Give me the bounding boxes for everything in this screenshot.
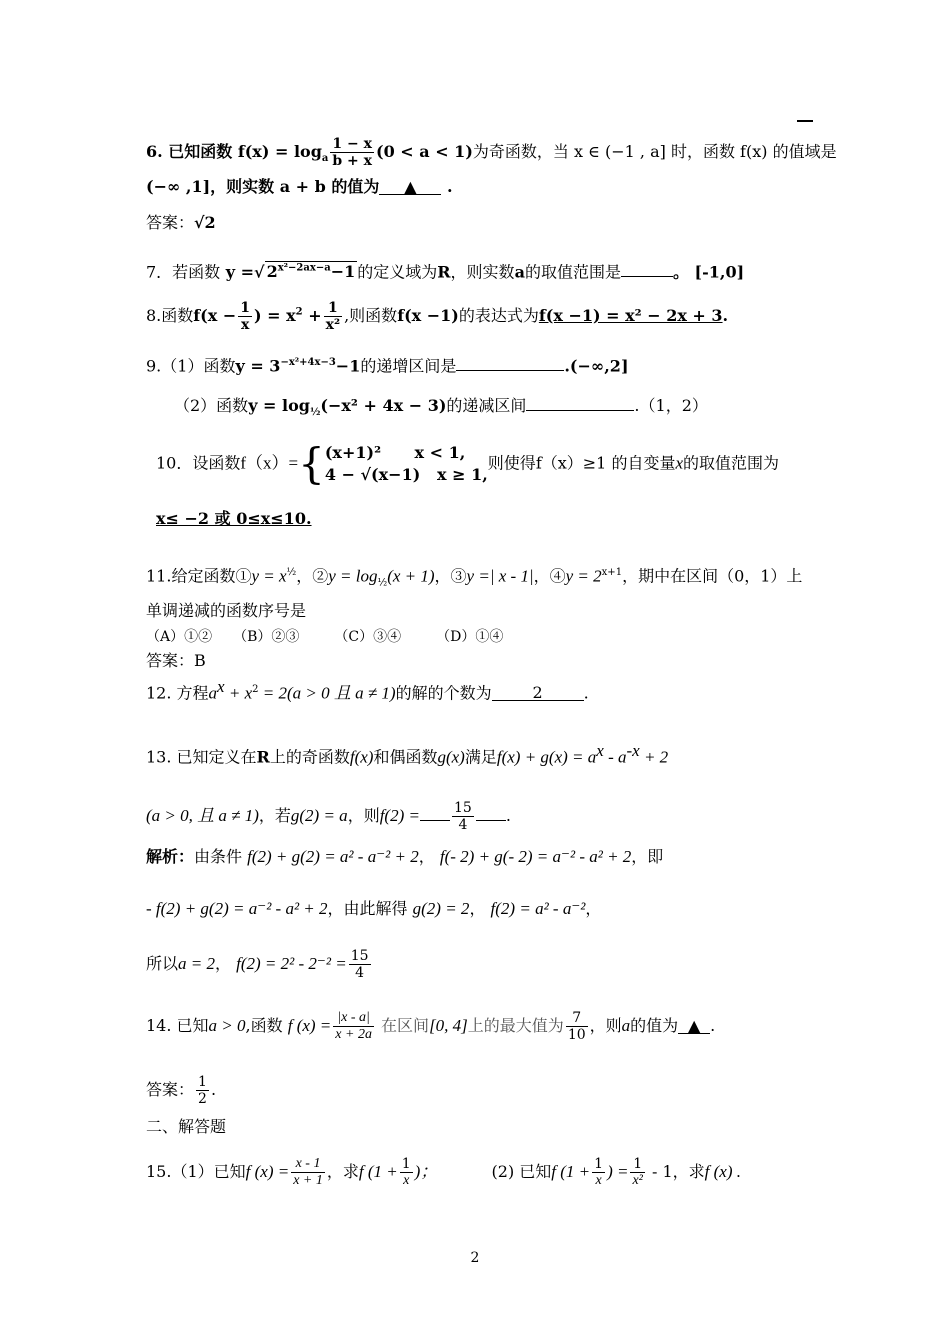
q9-part2: （2）函数$y = \log_{\frac{1}{2}}(-x^2 + 4x - 3)$的递减区间 .（1，2）	[174, 392, 708, 424]
q8-line: 8.函数f(x − $\frac{1}{x}$ ) = $x^2$ + $\frac{1}{\text{x²}}$ ,则函数f(x −1)的表达式为f(x −1) = x² − 2x + 3.	[146, 300, 729, 333]
q13-solution3: 所以a = 2， f(2) = 2² - 2⁻² = $\frac{15}{4}$	[146, 948, 369, 981]
q10-line: 10．设函数f（x）={(x+1)² x < 1, 4 − √(x−1) x ≥ 1,则使得f（x）≥1 的自变量x的取值范围为	[156, 439, 780, 488]
q8-answer: f(x −1) = x² − 2x + 3	[538, 306, 723, 325]
q7-line: 7．若函数 y =√ $2^{x^2-2ax-a}-1$ 的定义域为R，则实数a的取值范围是 。 [-1,0]	[146, 258, 744, 283]
q9-part1: 9.（1）函数$y = 3^{-x^2+4x-3}-1$的递增区间是 .(−∞,2]	[146, 352, 629, 377]
q6-answer: 答案：√2	[146, 213, 216, 232]
q10-answer: x≤ −2 或 0≤x≤10.	[156, 509, 312, 528]
q15-line: 15.（1）已知f (x) = $\frac{x - 1}{x + 1}$ ，求f (1 + $\frac{1}{x}$ )； (2) 已知f (1 + $\frac{1}{x}$ ) = $\frac{1}{\text{x²}}$ - 1，求f (x) .	[146, 1156, 741, 1188]
q11-line2: 单调递减的函数序号是	[146, 601, 307, 620]
q6-blank: ▲	[379, 176, 441, 195]
q6-line2: (−∞ ,1]，则实数 a + b 的值为 ▲ .	[146, 177, 453, 196]
q13-line2: (a > 0, 且 a ≠ 1)，若g(2) = a，则f(2) = $\frac{15}{4}$ .	[146, 800, 511, 833]
section-heading: 二、解答题	[146, 1117, 227, 1136]
q12-line: 12. 方程$a^x + x^2 = 2(a > 0$ 且 a ≠ 1)的解的个数为 2 .	[146, 677, 589, 703]
q11-line1: 11.给定函数①y = $x^{\frac{1}{2}}$，②y = $\log_{\frac{1}{2}}(x + 1)$，③y =| x - 1|，④y = $2^{x+1}$，期中在区间（0，1）上	[146, 566, 803, 589]
q11-answer: 答案：B	[146, 651, 206, 670]
q14-blank: ▲	[678, 1015, 710, 1034]
q14-line: 14. 已知a > 0,函数 f (x) = $\frac{|x - a|}{x + 2a}$ 在区间[0, 4]上的最大值为 $\frac{7}{10}$ ，则a的值为 ▲ .	[146, 1010, 716, 1043]
q13-solution1: 解析：由条件 f(2) + g(2) = a² - a⁻² + 2， f(- 2) + g(- 2) = a⁻² - a² + 2，即	[146, 847, 664, 866]
q13-solution2: - f(2) + g(2) = a⁻² - a² + 2，由此解得 g(2) = 2， f(2) = a² - a⁻²，	[146, 899, 602, 918]
top-dash	[797, 120, 813, 122]
page-number: 2	[470, 1250, 480, 1266]
q13-line1: 13. 已知定义在R上的奇函数f(x)和偶函数g(x)满足$f(x) + g(x) = a^x - a^{-x} + 2$	[146, 741, 669, 767]
q12-answer: 2	[492, 682, 584, 701]
q11-options: （A）①② （B）②③ （C）③④ （D）①④	[146, 629, 504, 645]
q6-line1: 6. 已知函数 $f(x) = \log_a$ $\frac{1 - x}{b + x}$ (0 < a < 1)为奇函数，当 x ∈ (−1 , a] 时，函数 f(x) 的值域是	[146, 136, 837, 169]
q14-answer: 答案： $\frac{1}{2}$ .	[146, 1074, 217, 1107]
